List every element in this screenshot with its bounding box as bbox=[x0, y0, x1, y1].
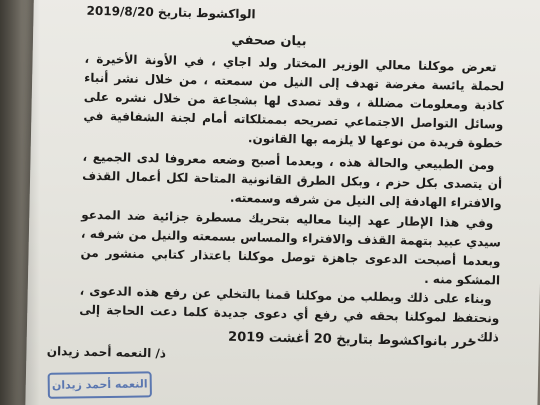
paragraph-1: تعرض موكلنا معالي الوزير المختار ولد اجاي ، في الأونة الأخيرة ، لحملة يائسة مغرضة تهدف إلى النيل من سمعته ، من خلال نشر أنباء كاذبة ومعلومات مضللة ، وقد تصدى لها بشجاعة من خلال نشره على وسائل التواصل الاجتماعي تصريحه بممتلكاته أمام لجنة الشفافية في خطوة فريدة من نوعها لا يلزمه بها القانون. bbox=[83, 51, 505, 151]
paper-sheet bbox=[25, 0, 540, 405]
document-title: بيان صحفي bbox=[231, 32, 307, 50]
paragraph-4: وبناء على ذلك وبطلب من موكلنا قمنا بالتخلي عن رفع هذه الدعوى ، ونحتفظ لموكلنا بحقه في رفع أي دعوى جديدة كلما دعت الحاجة إلى ذلك . bbox=[79, 283, 500, 345]
place-and-date: حرر بانواكشوط بتاريخ 20 أغشت 2019 bbox=[227, 329, 477, 350]
blue-stamp: النعمه أحمد زيدان bbox=[48, 371, 152, 398]
paragraph-3: وفي هذا الإطار عهد إلينا معاليه بتحريك مسطرة جزائية ضد المدعو سيدي عبيد بتهمة القذف والافتراء والمساس بسمعته والنيل من شرفه ، وبعدما أصبحت الدعوى جاهزة توصل موكلنا باعتذار كتابي منشور من المشكو منه . bbox=[80, 207, 501, 288]
press-release bbox=[25, 0, 540, 405]
paragraph-2: ومن الطبيعي والحالة هذه ، وبعدما أصبح وضعه معروفا لدى الجميع ، أن يتصدى بكل حزم ، وبكل الطرق القانونية المتاحة لكل أعمال القذف والافتراء الهادفة إلى النيل من شرفه وسمعته. bbox=[82, 149, 503, 211]
lawyer-signature: ذ/ النعمه أحمد زيدان bbox=[46, 343, 167, 361]
header-date: الواكشوط بتاريخ 2019/8/20 bbox=[86, 3, 256, 22]
